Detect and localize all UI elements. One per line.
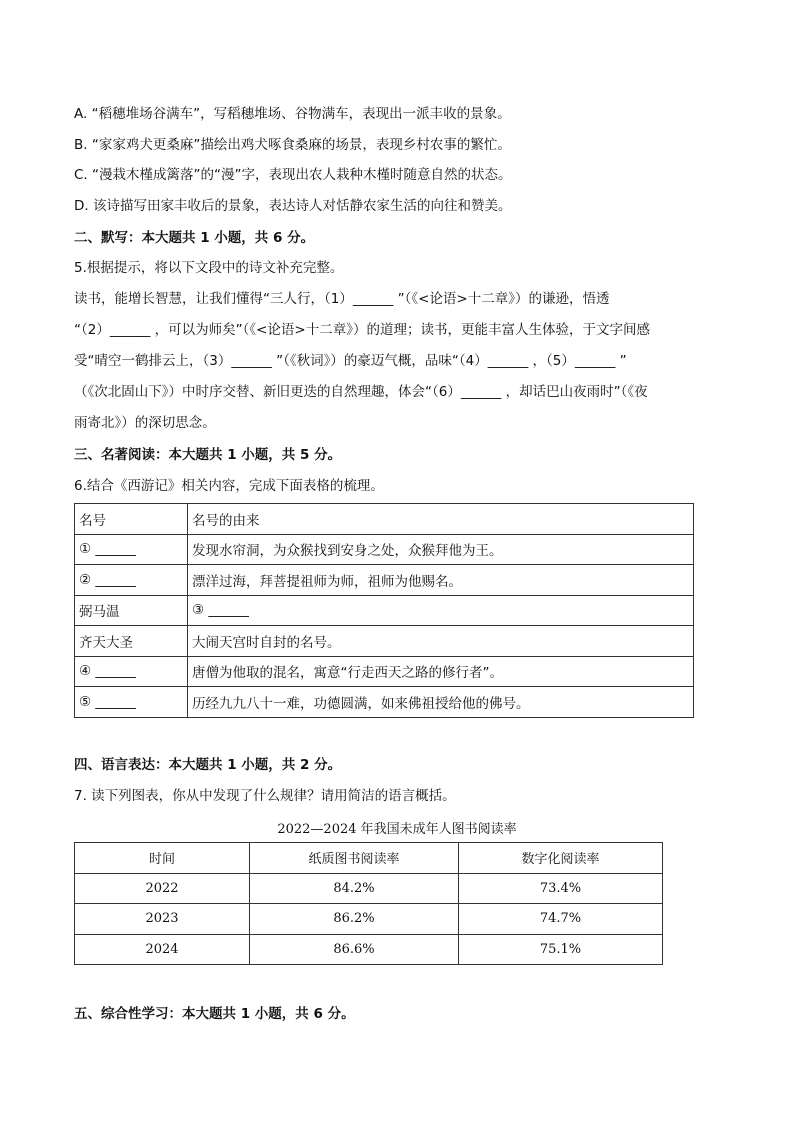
section2-heading: 二、默写：本大题共 1 小题，共 6 分。: [74, 230, 315, 246]
name-origin-table: [74, 503, 694, 718]
header-year: 时间: [75, 843, 250, 874]
cell-name: ⑤ ______: [75, 687, 188, 718]
table-row: [75, 904, 663, 935]
table-header-row: [75, 843, 663, 874]
cell-name: ④ ______: [75, 656, 188, 687]
table-row: [75, 534, 694, 565]
section3-heading: 三、名著阅读：本大题共 1 小题，共 5 分。: [74, 447, 342, 463]
q5-line-3: 受“晴空一鹤排云上，（3）______ ”（《秋词》）的豪迈气概，品味“（4）______ ，（5）______ ”: [74, 353, 627, 369]
q5-line-5: 雨寄北》）的深切思念。: [74, 415, 216, 431]
q5-line-2: “（2）______ ，可以为师矣”（《<论语>十二章》）的道理；读书，更能丰富人生体验，于文字间感: [74, 322, 650, 338]
table-row: [75, 595, 694, 626]
cell-name: 齐天大圣: [75, 626, 188, 657]
table-header-row: [75, 504, 694, 535]
question-6: 6.结合《西游记》相关内容，完成下面表格的梳理。: [74, 478, 384, 494]
table-row: [75, 687, 694, 718]
option-a: A. “稻穗堆场谷满车”，写稻穗堆场、谷物满车，表现出一派丰收的景象。: [74, 106, 511, 122]
section5-heading: 五、综合性学习：本大题共 1 小题，共 6 分。: [74, 1006, 355, 1022]
table-row: [75, 626, 694, 657]
header-paper-rate: 纸质图书阅读率: [250, 843, 459, 874]
table-row: [75, 656, 694, 687]
cell-origin: 漂洋过海，拜菩提祖师为师，祖师为他赐名。: [188, 565, 694, 596]
option-b: B. “家家鸡犬更桑麻”描绘出鸡犬啄食桑麻的场景，表现乡村农事的繁忙。: [74, 137, 511, 153]
cell-name: ② ______: [75, 565, 188, 596]
q5-line-1: 读书，能增长智慧，让我们懂得“三人行，（1）______ ”（《<论语>十二章》）的谦逊，悟透: [74, 291, 610, 307]
header-origin: 名号的由来: [188, 504, 694, 535]
table-row: [75, 934, 663, 965]
cell-origin: 大闹天宫时自封的名号。: [188, 626, 694, 657]
cell-digital-rate: 73.4%: [459, 873, 663, 904]
header-digital-rate: 数字化阅读率: [459, 843, 663, 874]
table-title: 2022—2024 年我国未成年人图书阅读率: [277, 822, 517, 837]
option-d: D. 该诗描写田家丰收后的景象，表达诗人对恬静农家生活的向往和赞美。: [74, 198, 512, 214]
table-row: [75, 873, 663, 904]
question-7: 7. 读下列图表，你从中发现了什么规律？请用简洁的语言概括。: [74, 788, 456, 804]
cell-paper-rate: 86.6%: [250, 934, 459, 965]
option-c: C. “漫栽木槿成篱落”的“漫”字，表现出农人栽种木槿时随意自然的状态。: [74, 167, 512, 183]
cell-year: 2024: [75, 934, 250, 965]
cell-paper-rate: 86.2%: [250, 904, 459, 935]
cell-origin: 唐僧为他取的混名，寓意“行走西天之路的修行者”。: [188, 656, 694, 687]
header-name: 名号: [75, 504, 188, 535]
cell-name: ① ______: [75, 534, 188, 565]
cell-origin: 历经九九八十一难，功德圆满，如来佛祖授给他的佛号。: [188, 687, 694, 718]
reading-rate-table: [74, 842, 663, 965]
cell-origin: 发现水帘洞，为众猴找到安身之处，众猴拜他为王。: [188, 534, 694, 565]
cell-year: 2022: [75, 873, 250, 904]
question-5: 5.根据提示，将以下文段中的诗文补充完整。: [74, 260, 344, 276]
cell-origin: ③ ______: [188, 595, 694, 626]
section4-heading: 四、语言表达：本大题共 1 小题，共 2 分。: [74, 757, 342, 773]
cell-paper-rate: 84.2%: [250, 873, 459, 904]
cell-digital-rate: 74.7%: [459, 904, 663, 935]
cell-name: 弼马温: [75, 595, 188, 626]
cell-year: 2023: [75, 904, 250, 935]
q5-line-4: （《次北固山下》）中时序交替、新旧更迭的自然理趣，体会“（6）______ ，却话巴山夜雨时”（《夜: [74, 384, 648, 400]
table-row: [75, 565, 694, 596]
cell-digital-rate: 75.1%: [459, 934, 663, 965]
